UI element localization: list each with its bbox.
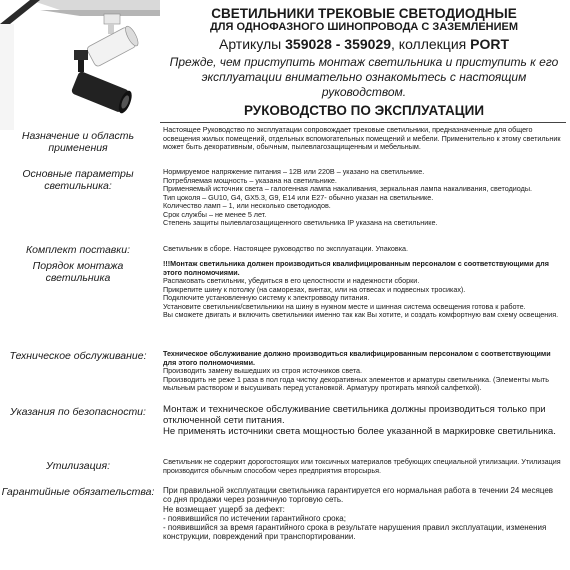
- articles-numbers: 359028 - 359029: [285, 36, 392, 52]
- section-text: Светильник не содержит дорогостоящих или токсичных материалов требующих специальной утилизации. Утилизация производится обычным способом через предприятия вторсырья.: [163, 457, 561, 475]
- safety-line: Монтаж и техническое обслуживание светильника должны производиться только при отключенной сети питания.: [163, 404, 546, 426]
- articles-prefix: Артикулы: [218, 36, 286, 52]
- document-subtitle: ДЛЯ ОДНОФАЗНОГО ШИНОПРОВОДА С ЗАЗЕМЛЕНИЕМ: [209, 21, 519, 33]
- section-text: [163, 486, 563, 542]
- param-line: Количество ламп – 1, или несколько светодиодов.: [163, 201, 331, 210]
- maintenance-line: Производить не реже 1 раза в пол года чистку декоративных элементов и арматуры светильника. (Элементы мыть мыльным раствором и высушивать перед установкой. Арматуру протирать мягкой салфеткой).: [163, 374, 550, 392]
- param-line: Тип цоколя – GU10, G4, GX5.3, G9, E14 или E27- обычно указан на светильнике.: [163, 192, 434, 202]
- param-line: Применяемый источник света – галогенная лампа накаливания, зеркальная лампа накаливания, светодиоды.: [163, 184, 532, 193]
- param-line: Срок службы – не менее 5 лет.: [163, 209, 267, 219]
- section-label: Порядок монтажа светильника: [32, 260, 124, 284]
- warranty-line: - появившийся за время гарантийного срока в результате нарушения правил эксплуатации, изменения конструкции, повреждений при транспортировании.: [163, 523, 547, 542]
- param-line: Нормируемое напряжение питания – 12В или 220В – указано на светильнике.: [163, 167, 425, 176]
- document-header: [160, 6, 568, 119]
- header-divider: [160, 122, 566, 123]
- section-label: Комплект поставки:: [25, 244, 131, 256]
- section-text: [163, 168, 563, 228]
- manual-title: РУКОВОДСТВО ПО ЭКСПЛУАТАЦИИ: [243, 103, 485, 118]
- collection-name: PORT: [470, 36, 510, 52]
- warning-text: Прежде, чем приступить монтаж светильника и приступить к его эксплуатации внимательно ознакомьтесь с настоящим руководством.: [169, 55, 559, 99]
- mounting-line: Установите светильник/светильники на шину в нужном месте и шинная система освещения готова к работе.: [163, 301, 526, 311]
- mounting-line: Распаковать светильник, убедиться в его целостности и надежности сборки.: [163, 276, 420, 285]
- maintenance-warning: Техническое обслуживание должно производиться квалифицированным персоналом с соответствующими для этого полномочиями.: [163, 349, 551, 367]
- section-label: Утилизация:: [45, 460, 111, 472]
- warranty-line: Не возмещает ущерб за дефект:: [163, 504, 285, 514]
- product-image: [0, 0, 160, 130]
- mounting-line: Вы сможете двигать и включить светильники именно так как Вы хотите, и создать комфортную вам схему освещения.: [163, 310, 559, 319]
- maintenance-line: Производить замену вышедших из строя источников света.: [163, 366, 363, 375]
- section-text: [163, 404, 563, 437]
- white-track-light: [86, 14, 140, 67]
- section-text: Светильник в сборе. Настоящее руководство по эксплуатации. Упаковка.: [163, 244, 409, 253]
- section-text: Настоящее Руководство по эксплуатации сопровождает трековые светильники, предназначенные для общего освещения жилых помещений, отдельных вспомогательных помещений и мебели. Применительно к этому светильник может быть декоративным, обычным, пылевлагозащищенным и мебельным.: [163, 125, 561, 151]
- section-text: [163, 350, 563, 393]
- warranty-line: - появившийся по истечении гарантийного срока;: [163, 513, 346, 523]
- mounting-line: Подключите установленную систему к электровводу питания.: [163, 293, 370, 302]
- warranty-line: При правильной эксплуатации светильника гарантируется его нормальная работа в течении 24 месяцев со дня продажи через розничную торговую сеть.: [163, 486, 554, 505]
- collection-prefix: , коллекция: [391, 36, 471, 52]
- article-line: [160, 35, 568, 53]
- section-label: Основные параметры светильника:: [22, 168, 134, 192]
- section-label: Указания по безопасности:: [10, 406, 146, 418]
- safety-line: Не применять источники света мощностью более указанной в маркировке светильника.: [163, 426, 556, 437]
- param-line: Потребляемая мощность – указана на светильнике.: [163, 175, 337, 185]
- section-label: Техническое обслуживание:: [9, 350, 147, 362]
- section-text: [163, 260, 563, 320]
- track-rail: [0, 0, 160, 24]
- section-label: Гарантийные обязательства:: [1, 486, 155, 498]
- document-title: СВЕТИЛЬНИКИ ТРЕКОВЫЕ СВЕТОДИОДНЫЕ: [211, 6, 517, 21]
- mounting-warning: !!!Монтаж светильника должен производиться квалифицированным персоналом с соответствующими для этого полномочиями.: [163, 259, 549, 277]
- mounting-line: Прикрепите шину к потолку (на саморезах, винтах, или на отвесах и подвесных тросиках).: [163, 284, 466, 294]
- param-line: Степень защиты пылевлагозащищенного светильника IP указана на светильнике.: [163, 218, 438, 227]
- section-label: Назначение и область применения: [21, 130, 135, 154]
